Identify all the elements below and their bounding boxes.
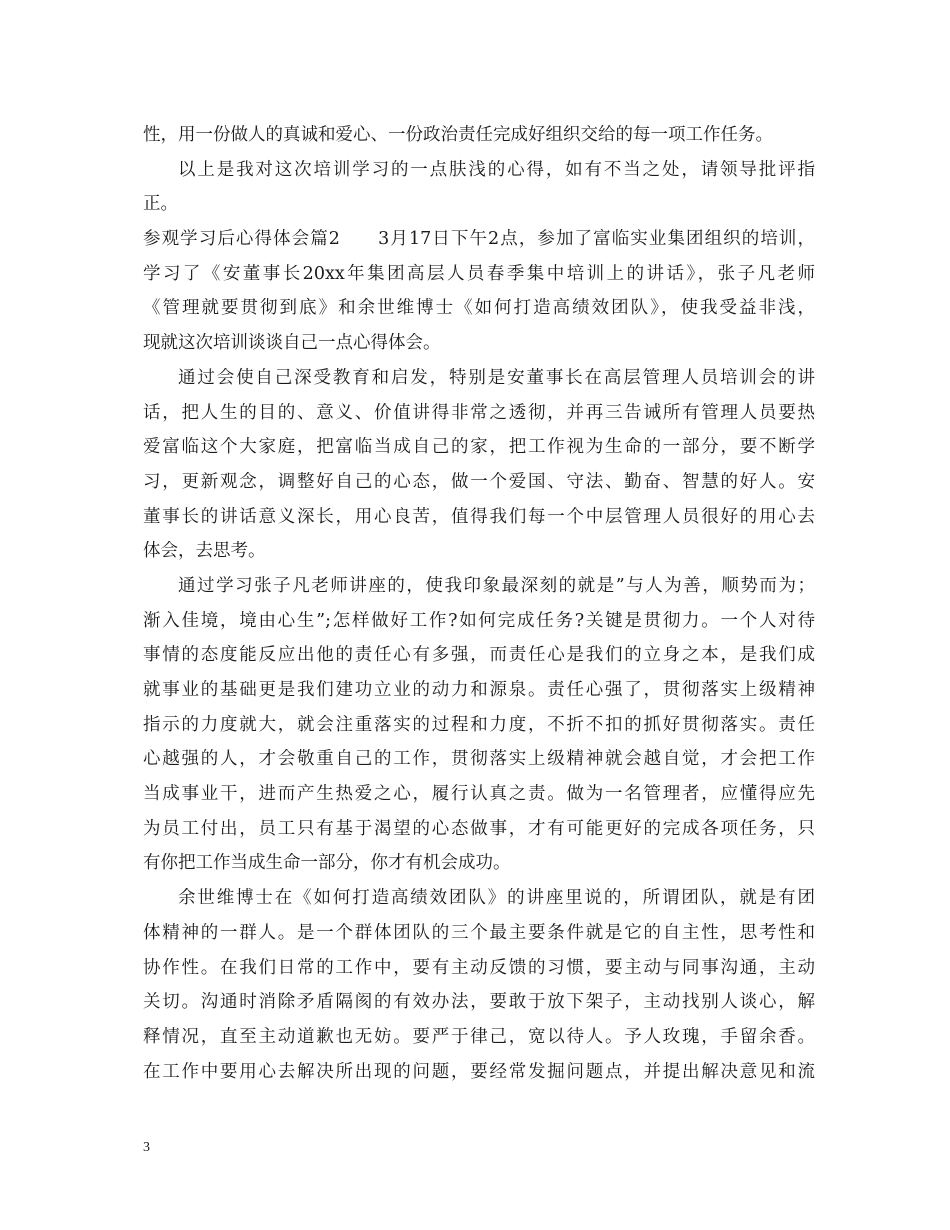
text-line: 协作性。在我们日常的工作中，要有主动反馈的习惯，要主动与同事沟通，主动 xyxy=(143,957,815,978)
text-line: 渐入佳境，境由心生”;怎样做好工作?如何完成任务?关键是贯彻力。一个人对待 xyxy=(143,610,815,631)
text-line: 当成事业干，进而产生热爱之心，履行认真之责。做为一名管理者，应懂得应先 xyxy=(143,784,815,805)
text-line: 指示的力度就大，就会注重落实的过程和力度，不折不扣的抓好贯彻落实。责任 xyxy=(143,714,815,735)
text-line: 事情的态度能反应出他的责任心有多强，而责任心是我们的立身之本，是我们成 xyxy=(143,645,815,666)
text-line: 参观学习后心得体会篇2 3月17日下午2点，参加了富临实业集团组织的培训， xyxy=(143,229,815,250)
text-line: 在工作中要用心去解决所出现的问题，要经常发掘问题点，并提出解决意见和流 xyxy=(143,1061,815,1082)
text-line: 有你把工作当成生命一部分，你才有机会成功。 xyxy=(143,853,511,874)
text-line: 话，把人生的目的、意义、价值讲得非常之透彻，并再三告诫所有管理人员要热 xyxy=(143,402,815,423)
text-line: 董事长的讲话意义深长，用心良苦，值得我们每一个中层管理人员很好的用心去 xyxy=(143,506,815,527)
text-line: 学习了《安董事长20xx年集团高层人员春季集中培训上的讲话》，张子凡老师 xyxy=(143,263,815,284)
text-line: 爱富临这个大家庭，把富临当成自己的家，把工作视为生命的一部分，要不断学 xyxy=(143,437,815,458)
text-line: 通过学习张子凡老师讲座的，使我印象最深刻的就是”与人为善，顺势而为； xyxy=(178,575,815,596)
document-body xyxy=(143,118,815,1089)
text-line: 体精神的一群人。是一个群体团队的三个最主要条件就是它的自主性，思考性和 xyxy=(143,922,815,943)
text-line: 《管理就要贯彻到底》和余世维博士《如何打造高绩效团队》，使我受益非浅， xyxy=(143,298,815,319)
text-line: 通过会使自己深受教育和启发，特别是安董事长在高层管理人员培训会的讲 xyxy=(178,367,815,388)
text-line: 就事业的基础更是我们建功立业的动力和源泉。责任心强了，贯彻落实上级精神 xyxy=(143,680,815,700)
text-line: 心越强的人，才会敬重自己的工作，贯彻落实上级精神就会越自觉，才会把工作 xyxy=(143,749,815,770)
text-line: 现就这次培训谈谈自己一点心得体会。 xyxy=(143,333,441,354)
text-line: 体会，去思考。 xyxy=(143,541,266,562)
text-line: 性，用一份做人的真诚和爱心、一份政治责任完成好组织交给的每一项工作任务。 xyxy=(143,125,773,145)
text-line: 余世维博士在《如何打造高绩效团队》的讲座里说的，所谓团队，就是有团 xyxy=(178,888,815,909)
text-line: 以上是我对这次培训学习的一点肤浅的心得，如有不当之处，请领导批评指 xyxy=(178,159,815,180)
text-line: 关切。沟通时消除矛盾隔阂的有效办法，要敢于放下架子，主动找别人谈心，解 xyxy=(143,992,815,1013)
page-number: 3 xyxy=(143,1140,150,1155)
text-line: 为员工付出，员工只有基于渴望的心态做事，才有可能更好的完成各项任务，只 xyxy=(143,818,815,839)
text-line: 释情况，直至主动道歉也无妨。要严于律己，宽以待人。予人玫瑰，手留余香。 xyxy=(143,1026,815,1047)
text-line: 习，更新观念，调整好自己的心态，做一个爱国、守法、勤奋、智慧的好人。安 xyxy=(143,471,815,492)
text-line: 正。 xyxy=(143,194,178,215)
